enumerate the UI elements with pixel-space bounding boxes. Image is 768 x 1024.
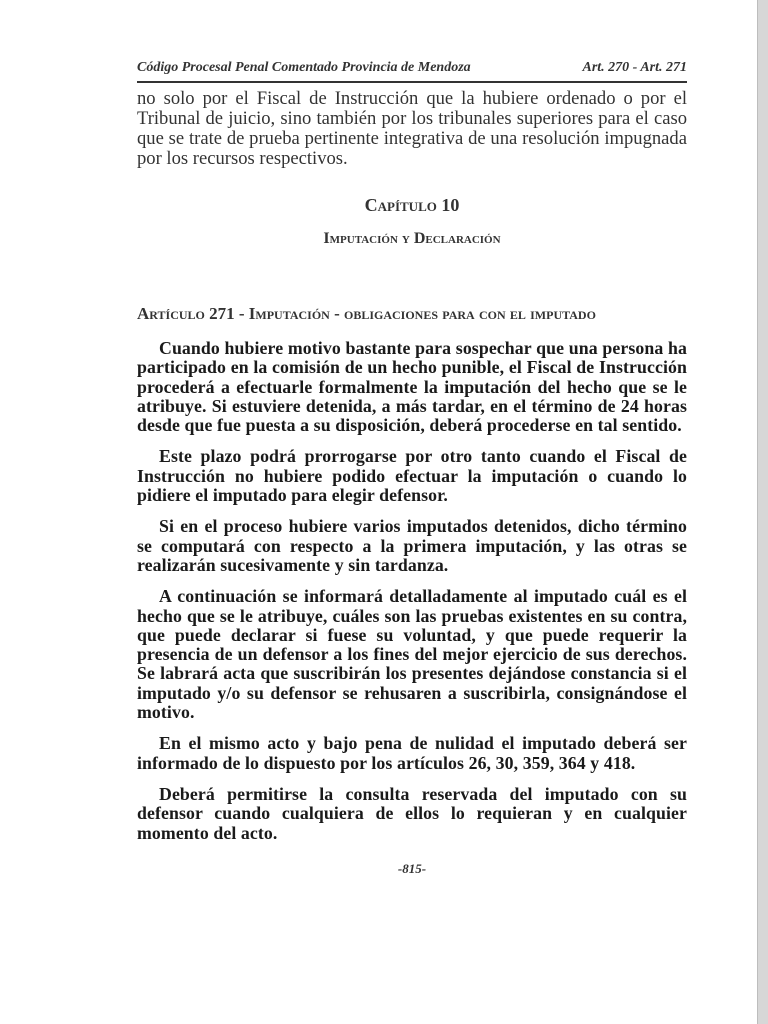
chapter-number: Capítulo 10 xyxy=(364,195,460,215)
page-edge-shadow xyxy=(757,0,768,1024)
chapter-title: Imputación y Declaración xyxy=(323,230,501,247)
intro-paragraph: no solo por el Fiscal de Instrucción que la hubiere ordenado o por el Tribunal de juicio, sino también por los tribunales superiores para el caso que se trate de prueba pertinente integrativa de una resolución impugnada por los recursos respectivos. xyxy=(137,88,687,169)
article-paragraph: A continuación se informará detalladamente al imputado cuál es el hecho que se le atribuye, cuáles son las pruebas existentes en su contra, que puede declarar si fuese su voluntad, y que puede requerir la presencia de un defensor a los fines del mejor ejercicio de sus derechos. Se labrará acta que suscribirán los presentes dejándose constancia si el imputado y/o su defensor se rehusaren a suscribirla, consignándose el motivo. xyxy=(137,586,687,723)
running-header xyxy=(137,60,687,83)
page-number: -815- xyxy=(397,860,427,876)
article-paragraph: Cuando hubiere motivo bastante para sospechar que una persona ha participado en la comisión de un hecho punible, el Fiscal de Instrucción procederá a efectuarle formalmente la imputación del hecho que se le atribuye. Si estuviere detenida, a más tardar, en el término de 24 horas desde que fue puesta a su disposición, deberá procederse en tal sentido. xyxy=(137,338,687,436)
article-paragraph: Este plazo podrá prorrogarse por otro tanto cuando el Fiscal de Instrucción no hubiere podido efectuar la imputación o cuando lo pidiere el imputado para elegir defensor. xyxy=(137,446,687,506)
article-range: Art. 270 - Art. 271 xyxy=(582,60,687,75)
book-title: Código Procesal Penal Comentado Provincia de Mendoza xyxy=(137,60,471,75)
article-paragraph: Si en el proceso hubiere varios imputados detenidos, dicho término se computará con respecto a la primera imputación, y las otras se realizarán sucesivamente y sin tardanza. xyxy=(137,516,687,575)
article-heading: Artículo 271 - Imputación - obligaciones para con el imputado xyxy=(137,304,596,323)
article-paragraph: Deberá permitirse la consulta reservada del imputado con su defensor cuando cualquiera de ellos lo requieran y en cualquier momento del acto. xyxy=(137,783,687,843)
article-paragraph: En el mismo acto y bajo pena de nulidad el imputado deberá ser informado de lo dispuesto por los artículos 26, 30, 359, 364 y 418. xyxy=(137,733,687,773)
document-page xyxy=(137,60,687,877)
